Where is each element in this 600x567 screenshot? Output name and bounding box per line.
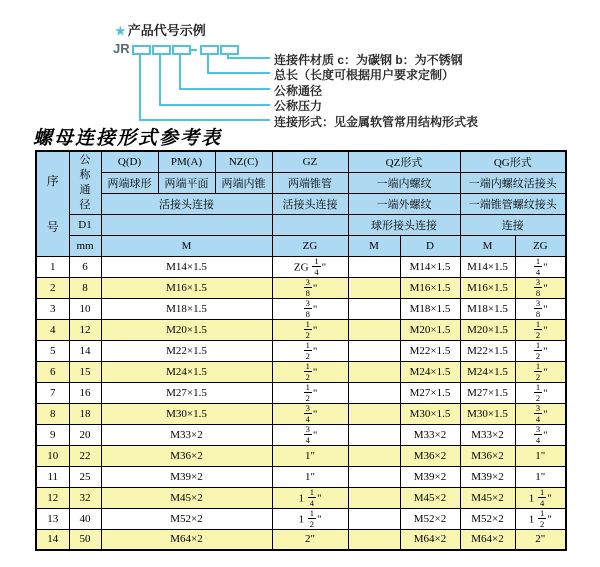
cell-qg_zg: $\frac{3}{8}$ ": [515, 298, 566, 319]
header-seq: 序 号: [36, 151, 69, 256]
header-gz-desc: 两端锥管: [272, 172, 348, 193]
cell-qg_zg: $\frac{3}{4}$ ": [515, 403, 566, 424]
cell-qg_m: M64×2: [460, 529, 515, 550]
cell-qg_m: M33×2: [460, 424, 515, 445]
table-row: [36, 424, 566, 445]
legend-length: 总长（长度可根据用户要求定制）: [274, 68, 455, 82]
cell-gz: ZG $\frac{1}{4}$ ": [272, 256, 348, 277]
cell-qz_m: [348, 508, 400, 529]
code-prefix: JR: [113, 41, 130, 56]
cell-qz_d: M16×1.5: [400, 277, 460, 298]
header-blank: [272, 214, 348, 235]
table-title: 螺母连接形式参考表: [33, 128, 223, 149]
header-qg-m-label: M: [460, 235, 515, 256]
leader-line-vertical: [179, 53, 181, 90]
legend-material: 连接件材质 c：为碳钢 b：为不锈钢: [274, 53, 463, 67]
header-col-qz: QZ形式: [348, 151, 460, 172]
cell-qg_zg: $\frac{1}{2}$ ": [515, 382, 566, 403]
cell-qg_m: M22×1.5: [460, 340, 515, 361]
code-box-4: [200, 45, 219, 55]
diagram-title: [115, 20, 206, 39]
header-pm-desc: 两端平面: [158, 172, 215, 193]
diagram-title-text: 产品代号示例: [127, 23, 206, 38]
cell-qz_m: [348, 487, 400, 508]
cell-qg_zg: $\frac{1}{2}$ ": [515, 361, 566, 382]
cell-qg_m: M30×1.5: [460, 403, 515, 424]
cell-qz_m: [348, 298, 400, 319]
header-qd-desc: 两端球形: [101, 172, 158, 193]
cell-qz_m: [348, 466, 400, 487]
code-box-5: [220, 45, 239, 55]
cell-seq: 12: [36, 487, 69, 508]
cell-dn: 10: [69, 298, 101, 319]
leader-line-horizontal: [159, 104, 270, 106]
cell-qg_m: M16×1.5: [460, 277, 515, 298]
cell-dn: 50: [69, 529, 101, 550]
table-row: [36, 466, 566, 487]
code-dash: [189, 49, 197, 51]
nut-connection-table: [35, 150, 567, 551]
header-qg-zg-label: ZG: [515, 235, 566, 256]
cell-qz_d: M20×1.5: [400, 319, 460, 340]
cell-qg_m: M36×2: [460, 445, 515, 466]
header-qg-connection: 连接: [460, 214, 566, 235]
cell-m: M22×1.5: [101, 340, 272, 361]
cell-qg_m: M20×1.5: [460, 319, 515, 340]
cell-m: M30×1.5: [101, 403, 272, 424]
header-qz-desc2: 一端外螺纹: [348, 193, 460, 214]
cell-qg_zg: 1": [515, 445, 566, 466]
cell-qz_d: M52×2: [400, 508, 460, 529]
table-row: [36, 445, 566, 466]
header-qz-m-label: M: [348, 235, 400, 256]
cell-qg_zg: 1": [515, 466, 566, 487]
leader-line-horizontal: [179, 88, 270, 90]
header-qg-desc1: 一端内螺纹活接头: [460, 172, 566, 193]
cell-m: M20×1.5: [101, 319, 272, 340]
table-row: [36, 256, 566, 277]
cell-m: M14×1.5: [101, 256, 272, 277]
cell-gz: $\frac{3}{8}$ ": [272, 277, 348, 298]
cell-seq: 3: [36, 298, 69, 319]
cell-qg_m: M24×1.5: [460, 361, 515, 382]
header-m-label: M: [101, 235, 272, 256]
legend-nominal-diameter: 公称通径: [274, 84, 323, 98]
cell-qz_m: [348, 277, 400, 298]
cell-qg_m: M18×1.5: [460, 298, 515, 319]
cell-m: M39×2: [101, 466, 272, 487]
cell-qz_m: [348, 319, 400, 340]
code-box-1: [132, 45, 151, 55]
header-row-3: [36, 193, 566, 214]
cell-qg_zg: 2": [515, 529, 566, 550]
cell-gz: 1": [272, 445, 348, 466]
table-header: [36, 151, 566, 256]
header-nz-desc: 两端内锥: [215, 172, 272, 193]
cell-qz_m: [348, 403, 400, 424]
cell-qz_d: M24×1.5: [400, 361, 460, 382]
cell-seq: 10: [36, 445, 69, 466]
cell-qg_m: M52×2: [460, 508, 515, 529]
cell-qg_zg: $\frac{3}{8}$ ": [515, 277, 566, 298]
table-row: [36, 340, 566, 361]
cell-qz_m: [348, 529, 400, 550]
legend-connection-form: 连接形式：见金属软管常用结构形式表: [274, 115, 479, 129]
cell-dn: 40: [69, 508, 101, 529]
cell-qg_zg: 1 $\frac{1}{2}$ ": [515, 508, 566, 529]
cell-qz_m: [348, 256, 400, 277]
header-union-connection: 活接头连接: [101, 193, 272, 214]
cell-qg_zg: $\frac{3}{4}$ ": [515, 424, 566, 445]
cell-qz_d: M36×2: [400, 445, 460, 466]
leader-line-vertical: [139, 53, 141, 121]
cell-dn: 8: [69, 277, 101, 298]
cell-gz: $\frac{1}{2}$ ": [272, 319, 348, 340]
leader-line-horizontal: [139, 119, 270, 121]
cell-gz: $\frac{1}{2}$ ": [272, 340, 348, 361]
cell-m: M36×2: [101, 445, 272, 466]
cell-qg_zg: $\frac{1}{2}$ ": [515, 340, 566, 361]
cell-m: M33×2: [101, 424, 272, 445]
header-gz-connection: 活接头连接: [272, 193, 348, 214]
legend-nominal-pressure: 公称压力: [274, 99, 323, 113]
table-row: [36, 382, 566, 403]
cell-seq: 6: [36, 361, 69, 382]
header-col-qd: Q(D): [101, 151, 158, 172]
table-body: [36, 256, 566, 550]
cell-seq: 13: [36, 508, 69, 529]
cell-seq: 14: [36, 529, 69, 550]
cell-qz_m: [348, 445, 400, 466]
cell-gz: $\frac{1}{2}$ ": [272, 361, 348, 382]
cell-dn: 12: [69, 319, 101, 340]
cell-gz: $\frac{3}{4}$ ": [272, 403, 348, 424]
cell-qg_m: M39×2: [460, 466, 515, 487]
cell-m: M64×2: [101, 529, 272, 550]
cell-qz_d: M45×2: [400, 487, 460, 508]
header-row-5: [36, 235, 566, 256]
table-row: [36, 529, 566, 550]
table-row: [36, 403, 566, 424]
header-qz-d-label: D: [400, 235, 460, 256]
cell-m: M18×1.5: [101, 298, 272, 319]
cell-qg_zg: 1 $\frac{1}{4}$ ": [515, 487, 566, 508]
star-icon: ★: [115, 24, 126, 38]
leader-line-horizontal: [207, 72, 270, 74]
header-qg-desc2: 一端锥管螺纹接头: [460, 193, 566, 214]
table-row: [36, 487, 566, 508]
cell-seq: 9: [36, 424, 69, 445]
cell-qz_d: M14×1.5: [400, 256, 460, 277]
header-mm: mm: [69, 235, 101, 256]
cell-dn: 25: [69, 466, 101, 487]
cell-dn: 20: [69, 424, 101, 445]
cell-qz_d: M27×1.5: [400, 382, 460, 403]
header-col-pm: PM(A): [158, 151, 215, 172]
cell-qz_m: [348, 424, 400, 445]
cell-seq: 8: [36, 403, 69, 424]
cell-m: M16×1.5: [101, 277, 272, 298]
cell-qz_d: M22×1.5: [400, 340, 460, 361]
header-qz-connection: 球形接头连接: [348, 214, 460, 235]
cell-seq: 7: [36, 382, 69, 403]
cell-qz_d: M30×1.5: [400, 403, 460, 424]
header-row-4: [36, 214, 566, 235]
cell-qz_m: [348, 340, 400, 361]
cell-dn: 32: [69, 487, 101, 508]
cell-qz_d: M64×2: [400, 529, 460, 550]
table-row: [36, 508, 566, 529]
cell-qz_d: M18×1.5: [400, 298, 460, 319]
cell-qg_zg: $\frac{1}{4}$ ": [515, 256, 566, 277]
leader-line-vertical: [207, 53, 209, 74]
cell-dn: 6: [69, 256, 101, 277]
leader-line-horizontal: [227, 57, 270, 59]
header-nominal-diameter: 公 称 通 径: [69, 151, 101, 214]
table-row: [36, 361, 566, 382]
cell-qg_m: M45×2: [460, 487, 515, 508]
cell-gz: $\frac{1}{2}$ ": [272, 382, 348, 403]
header-row-2: [36, 172, 566, 193]
cell-gz: 2": [272, 529, 348, 550]
cell-qg_zg: $\frac{1}{2}$ ": [515, 319, 566, 340]
cell-gz: $\frac{3}{4}$ ": [272, 424, 348, 445]
header-zg-label: ZG: [272, 235, 348, 256]
header-d1: D1: [69, 214, 101, 235]
cell-dn: 14: [69, 340, 101, 361]
cell-qz_d: M39×2: [400, 466, 460, 487]
cell-qg_m: M27×1.5: [460, 382, 515, 403]
table-row: [36, 319, 566, 340]
header-blank: [101, 214, 272, 235]
cell-dn: 22: [69, 445, 101, 466]
code-box-2: [152, 45, 171, 55]
cell-qz_m: [348, 382, 400, 403]
cell-seq: 11: [36, 466, 69, 487]
cell-gz: 1 $\frac{1}{2}$ ": [272, 508, 348, 529]
header-col-qg: QG形式: [460, 151, 566, 172]
cell-qg_m: M14×1.5: [460, 256, 515, 277]
header-col-nz: NZ(C): [215, 151, 272, 172]
cell-m: M24×1.5: [101, 361, 272, 382]
cell-m: M52×2: [101, 508, 272, 529]
cell-m: M27×1.5: [101, 382, 272, 403]
table-row: [36, 298, 566, 319]
header-row-1: [36, 151, 566, 172]
cell-qz_m: [348, 361, 400, 382]
cell-seq: 1: [36, 256, 69, 277]
cell-seq: 2: [36, 277, 69, 298]
cell-dn: 15: [69, 361, 101, 382]
cell-gz: 1 $\frac{1}{4}$ ": [272, 487, 348, 508]
cell-seq: 4: [36, 319, 69, 340]
cell-qz_d: M33×2: [400, 424, 460, 445]
cell-seq: 5: [36, 340, 69, 361]
cell-gz: 1": [272, 466, 348, 487]
cell-gz: $\frac{3}{8}$ ": [272, 298, 348, 319]
table-row: [36, 277, 566, 298]
header-col-gz: GZ: [272, 151, 348, 172]
cell-dn: 16: [69, 382, 101, 403]
cell-m: M45×2: [101, 487, 272, 508]
leader-line-vertical: [159, 53, 161, 106]
header-qz-desc1: 一端内螺纹: [348, 172, 460, 193]
cell-dn: 18: [69, 403, 101, 424]
